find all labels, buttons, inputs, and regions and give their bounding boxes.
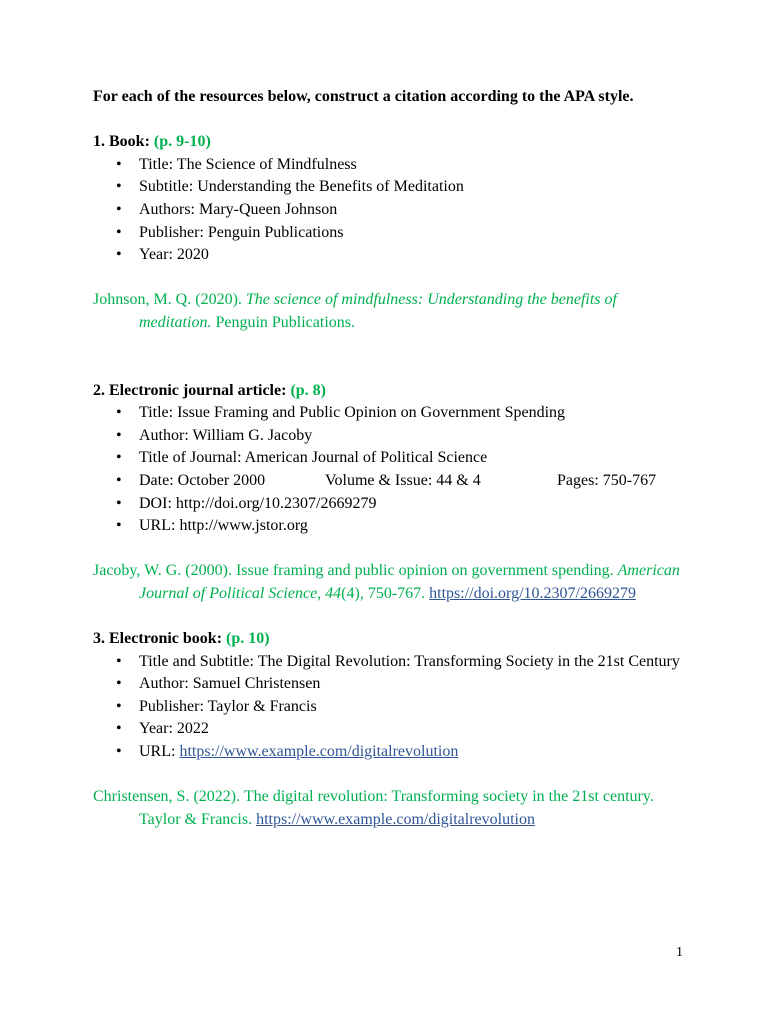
- list-item: • URL: http://www.jstor.org: [93, 515, 683, 538]
- journal-doi-link[interactable]: https://doi.org/10.2307/2669279: [429, 584, 636, 602]
- journal-details-list: [93, 402, 683, 538]
- list-item: • Subtitle: Understanding the Benefits of Meditation: [93, 176, 683, 199]
- list-item: • Authors: Mary-Queen Johnson: [93, 199, 683, 222]
- list-item: • Publisher: Penguin Publications: [93, 222, 683, 245]
- list-item: [93, 741, 683, 764]
- list-item: • Title: Issue Framing and Public Opinion on Government Spending: [93, 402, 683, 425]
- citation-text: Christensen, S. (2022). The digital revolution: Transforming society in the 21st century. Taylor & Francis.: [93, 788, 654, 828]
- citation-italic-journal: American Journal of Political Science: [139, 562, 680, 602]
- journal-citation: [93, 560, 683, 605]
- section-journal-title: 2. Electronic journal article:: [93, 381, 287, 399]
- section-journal-page-ref: (p. 8): [290, 381, 326, 399]
- list-item: • Title of Journal: American Journal of Political Science: [93, 447, 683, 470]
- citation-italic-volume: 44: [325, 584, 342, 602]
- pages-field: Pages: 750-767: [557, 471, 657, 489]
- ebook-url-link[interactable]: https://www.example.com/digitalrevolution: [179, 743, 459, 761]
- section-ebook-heading: [93, 628, 683, 651]
- list-item: • Year: 2020: [93, 244, 683, 267]
- section-ebook-title: 3. Electronic book:: [93, 630, 223, 648]
- list-item: • Publisher: Taylor & Francis: [93, 696, 683, 719]
- citation-text: ,: [317, 584, 326, 602]
- list-item: • Author: Samuel Christensen: [93, 673, 683, 696]
- list-item: • Author: William G. Jacoby: [93, 425, 683, 448]
- document-body: [93, 86, 683, 831]
- list-item: • DOI: http://doi.org/10.2307/2669279: [93, 493, 683, 516]
- citation-text: Johnson, M. Q. (2020).: [93, 291, 246, 309]
- url-label: URL:: [139, 743, 180, 761]
- section-book-heading: [93, 131, 683, 154]
- list-item: • Title: The Science of Mindfulness: [93, 154, 683, 177]
- citation-text: (4), 750-767.: [341, 584, 430, 602]
- ebook-citation-link[interactable]: https://www.example.com/digitalrevolution: [256, 810, 535, 828]
- book-details-list: [93, 154, 683, 267]
- section-ebook-page-ref: (p. 10): [226, 630, 270, 648]
- citation-text: Penguin Publications.: [211, 313, 355, 331]
- section-book-title: 1. Book:: [93, 133, 150, 151]
- ebook-details-list: [93, 651, 683, 764]
- citation-text: Jacoby, W. G. (2000). Issue framing and public opinion on government spending.: [93, 562, 618, 580]
- book-citation: [93, 289, 683, 334]
- ebook-citation: [93, 786, 683, 831]
- list-item: • Title and Subtitle: The Digital Revolution: Transforming Society in the 21st Century: [93, 651, 683, 674]
- citation-italic-title: The science of mindfulness: Understanding the benefits of meditation.: [139, 291, 617, 331]
- section-book-page-ref: (p. 9-10): [153, 133, 211, 151]
- section-journal-heading: [93, 380, 683, 403]
- list-item: • Year: 2022: [93, 718, 683, 741]
- list-item: [93, 470, 683, 493]
- volume-field: Volume & Issue: 44 & 4: [325, 471, 481, 489]
- date-field: Date: October 2000: [139, 471, 266, 489]
- page-number: 1: [676, 945, 683, 960]
- instructions-text: For each of the resources below, construct a citation according to the APA style.: [93, 88, 634, 105]
